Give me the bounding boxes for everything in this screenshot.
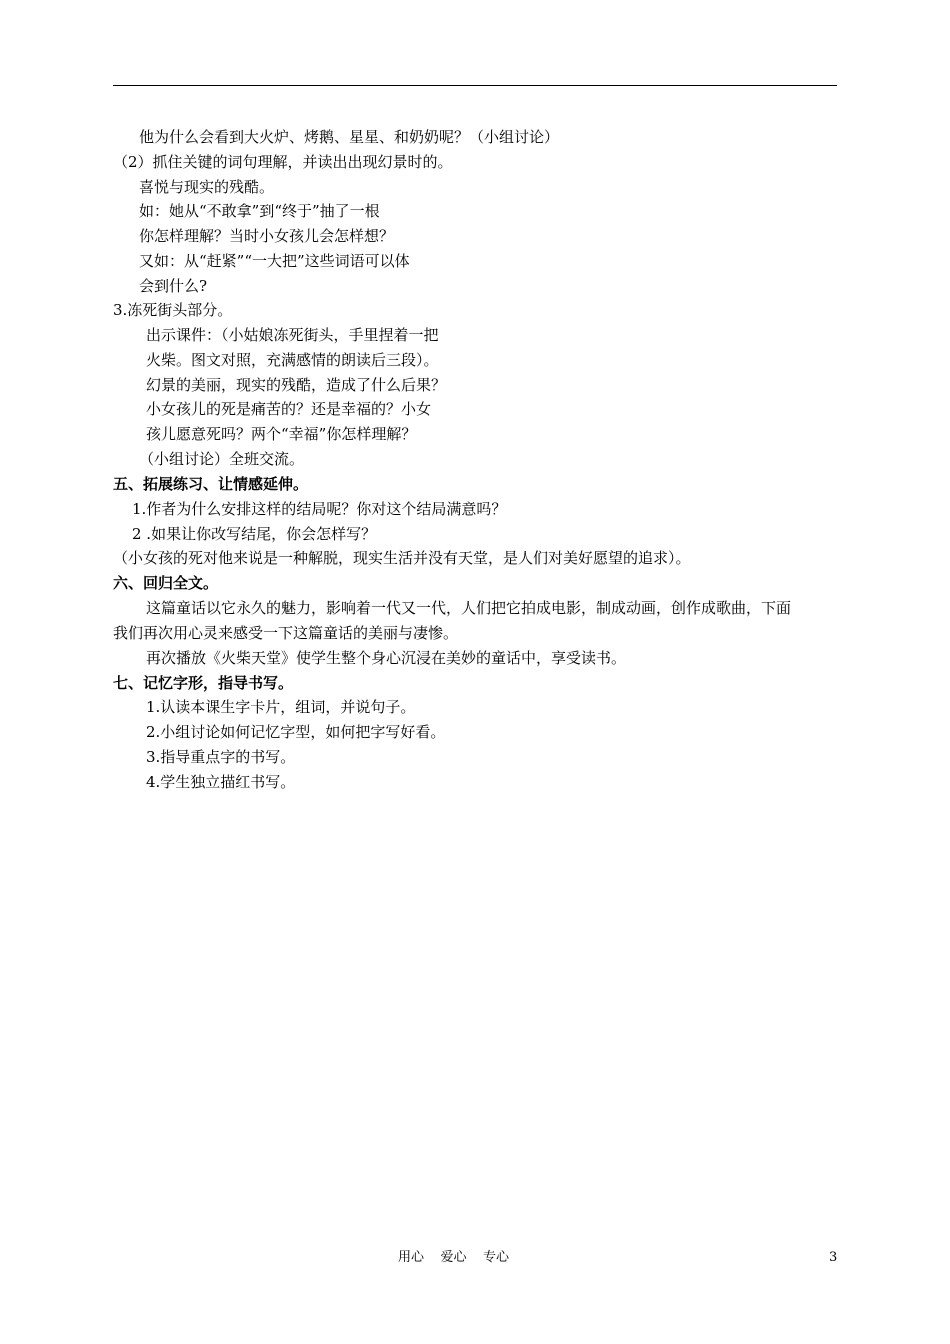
text-line: 1.认读本课生字卡片，组词，并说句子。	[146, 698, 416, 716]
text-line: 2 .如果让你改写结尾，你会怎样写？	[132, 525, 377, 543]
text-line: 这篇童话以它永久的魅力，影响着一代又一代，人们把它拍成电影，制成动画，创作成歌曲，下面	[146, 599, 792, 617]
text-line: 会到什么?	[139, 277, 208, 295]
text-line: 2.小组讨论如何记忆字型，如何把字写好看。	[146, 723, 446, 741]
text-line: （2）抓住关键的词句理解，并读出出现幻景时的。	[113, 153, 453, 171]
page-number: 3	[829, 1250, 838, 1265]
text-line: 火柴。图文对照，充满感情的朗读后三段）。	[146, 351, 439, 369]
section-heading: 七、记忆字形，指导书写。	[113, 674, 294, 692]
text-line: 再次播放《火柴天堂》使学生整个身心沉浸在美妙的童话中，享受读书。	[146, 649, 627, 667]
text-line: （小女孩的死对他来说是一种解脱，现实生活并没有天堂，是人们对美好愿望的追求）。	[113, 549, 691, 567]
text-line: 3.指导重点字的书写。	[146, 748, 296, 766]
footer-motto: 用心 爱心 专心	[398, 1250, 510, 1265]
text-line: 1.作者为什么安排这样的结局呢？你对这个结局满意吗？	[132, 500, 507, 518]
text-line: 幻景的美丽，现实的残酷，造成了什么后果？	[146, 376, 447, 394]
header-rule	[113, 85, 837, 86]
text-line: 你怎样理解？当时小女孩儿会怎样想？	[139, 227, 395, 245]
section-heading: 五、拓展练习、让情感延伸。	[113, 475, 309, 493]
text-line: （小组讨论）全班交流。	[139, 450, 305, 468]
section-heading: 六、回归全文。	[113, 574, 219, 592]
text-line: 如：她从“不敢拿”到“终于”抽了一根	[139, 202, 380, 220]
text-line: 孩儿愿意死吗？两个“幸福”你怎样理解？	[146, 425, 417, 443]
text-line: 我们再次用心灵来感受一下这篇童话的美丽与凄惨。	[113, 624, 459, 642]
text-line: 出示课件：（小姑娘冻死街头，手里捏着一把	[146, 326, 439, 344]
text-line: 4.学生独立描红书写。	[146, 773, 296, 791]
text-line: 喜悦与现实的残酷。	[139, 178, 275, 196]
text-line: 他为什么会看到大火炉、烤鹅、星星、和奶奶呢？（小组讨论）	[139, 128, 560, 146]
text-line: 又如：从“赶紧”“一大把”这些词语可以体	[139, 252, 410, 270]
text-line: 3.冻死街头部分。	[113, 301, 233, 319]
text-line: 小女孩儿的死是痛苦的？还是幸福的？小女	[146, 400, 432, 418]
